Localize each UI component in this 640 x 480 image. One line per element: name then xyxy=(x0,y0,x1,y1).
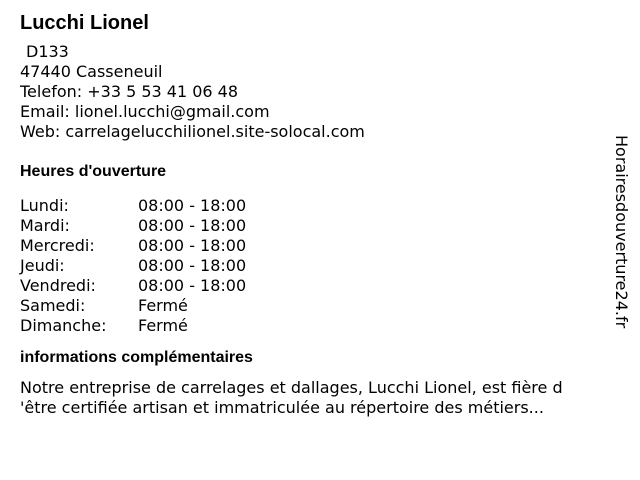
hours-day: Dimanche: xyxy=(20,316,107,335)
website-line: Web: carrelagelucchilionel.site-solocal.com xyxy=(20,122,365,141)
hours-day: Jeudi: xyxy=(20,256,65,275)
hours-time: 08:00 - 18:00 xyxy=(138,276,247,295)
hours-row-saturday xyxy=(20,296,610,316)
site-brand-vertical: Horairesdouverture24.fr xyxy=(612,135,631,329)
hours-day: Vendredi: xyxy=(20,276,96,295)
hours-time: Fermé xyxy=(138,296,188,315)
hours-row-sunday xyxy=(20,316,610,336)
hours-time: 08:00 - 18:00 xyxy=(138,196,247,215)
hours-day: Lundi: xyxy=(20,196,69,215)
business-name: Lucchi Lionel xyxy=(20,12,149,34)
hours-time: 08:00 - 18:00 xyxy=(138,236,247,255)
business-card xyxy=(20,10,610,418)
hours-day: Mardi: xyxy=(20,216,70,235)
hours-row-friday xyxy=(20,276,610,296)
hours-row-tuesday xyxy=(20,216,610,236)
hours-time: Fermé xyxy=(138,316,188,335)
hours-row-wednesday xyxy=(20,236,610,256)
opening-hours-heading: Heures d'ouverture xyxy=(20,163,167,180)
opening-hours-table xyxy=(20,196,610,336)
hours-time: 08:00 - 18:00 xyxy=(138,256,247,275)
phone-line: Telefon: +33 5 53 41 06 48 xyxy=(20,82,239,101)
hours-day: Samedi: xyxy=(20,296,86,315)
description-line-2: 'être certifiée artisan et immatriculée au répertoire des métiers... xyxy=(20,398,544,417)
address-street: D133 xyxy=(26,42,69,61)
additional-info-heading: informations complémentaires xyxy=(20,349,253,366)
address-city: 47440 Casseneuil xyxy=(20,62,163,81)
email-line: Email: lionel.lucchi@gmail.com xyxy=(20,102,270,121)
hours-row-thursday xyxy=(20,256,610,276)
business-description xyxy=(20,378,610,418)
hours-day: Mercredi: xyxy=(20,236,95,255)
hours-time: 08:00 - 18:00 xyxy=(138,216,247,235)
description-line-1: Notre entreprise de carrelages et dallages, Lucchi Lionel, est fière d xyxy=(20,378,563,397)
hours-row-monday xyxy=(20,196,610,216)
